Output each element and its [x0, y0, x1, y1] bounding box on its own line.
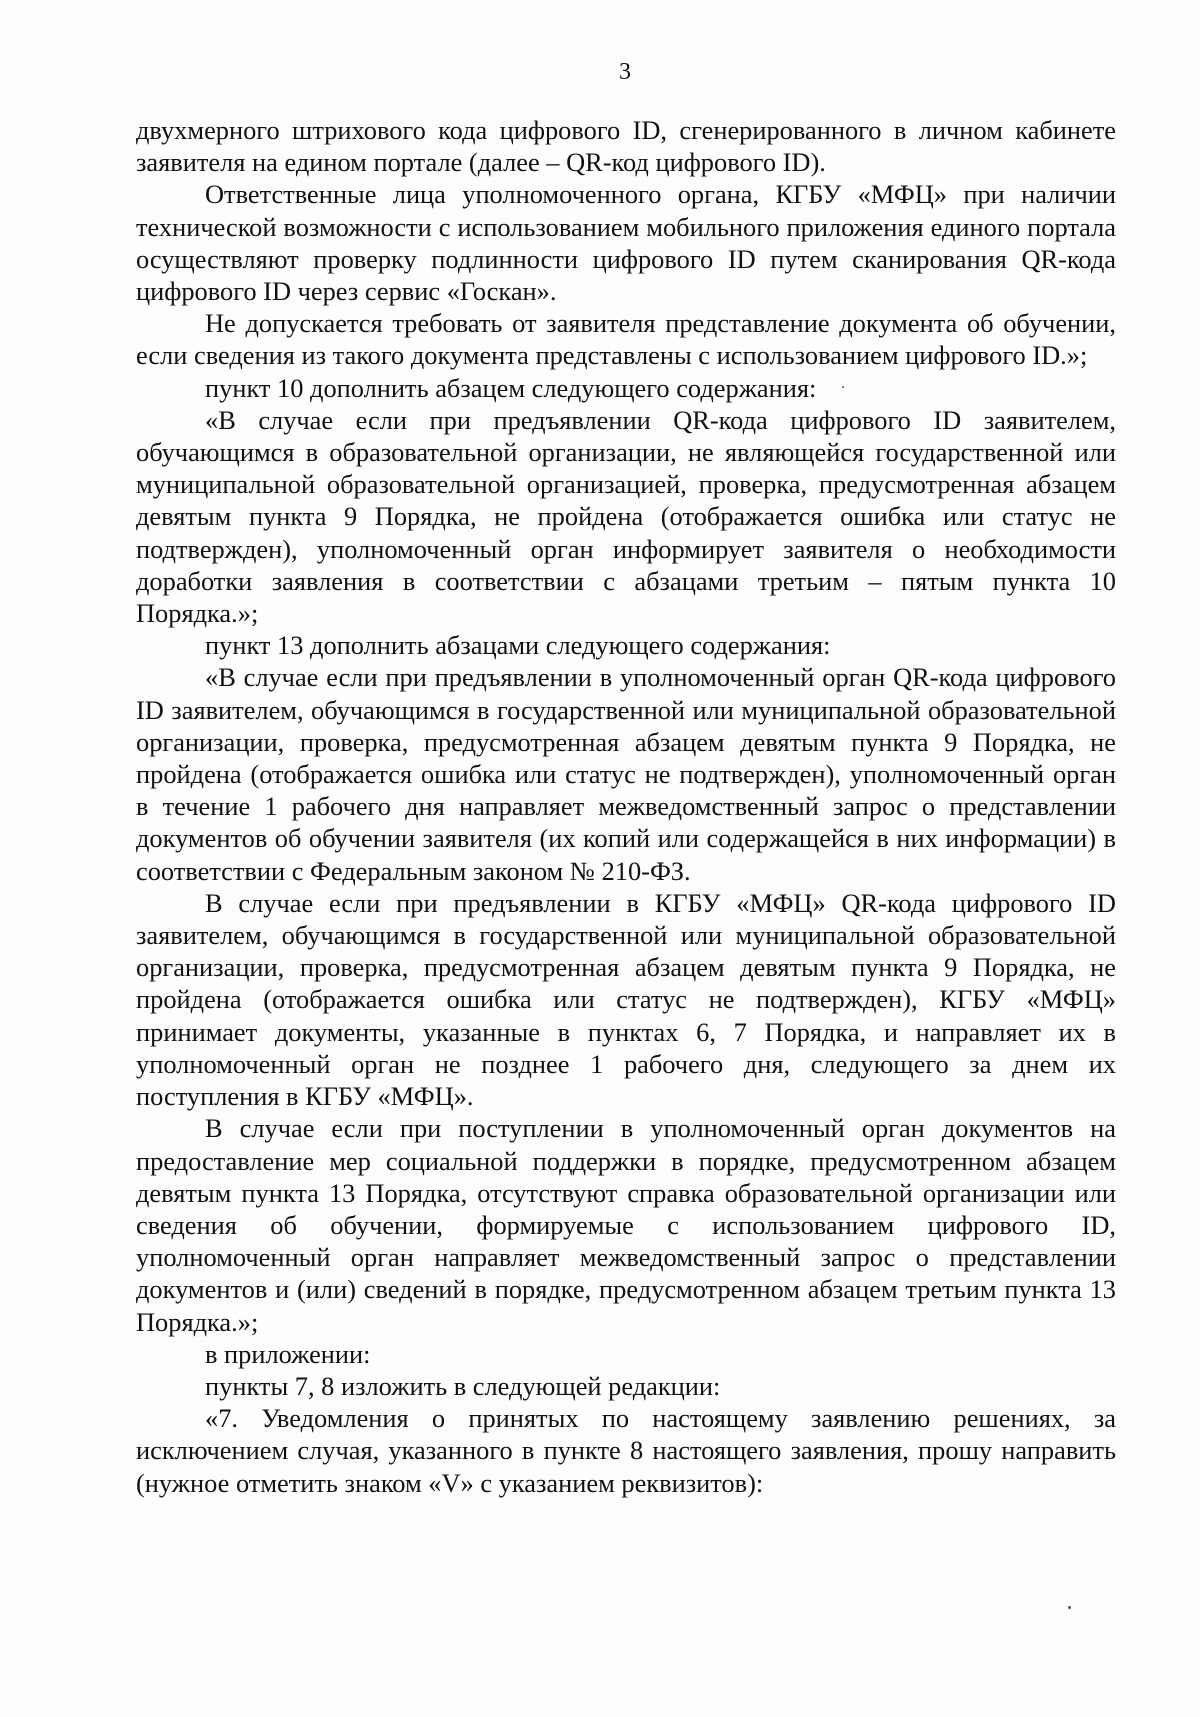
paragraph-item-13-amendment: пункт 13 дополнить абзацами следующего содержания: — [205, 630, 831, 661]
paragraph-item-10-text: «В случае если при предъявлении QR-кода цифрового ID заявителем, обучающимся в образовательной организации, не являющейся государственной или муниципальной образовательной организацией, проверка, предусмотренная абзацем девятым пункта 9 Порядка, не пройдена (отображается ошибка или статус не подтвержден), уполномоченный орган информирует заявителя о необходимости доработки заявления в соответствии с абзацами третьим – пятым пункта 10 Порядка.»; — [136, 404, 1116, 629]
scan-speck — [1068, 1606, 1071, 1609]
paragraph-not-allowed-require: Не допускается требовать от заявителя представление документа об обучении, если сведения из такого документа представлены с использованием цифрового ID.»; — [136, 308, 1116, 371]
paragraph-appendix: в приложении: — [205, 1338, 371, 1369]
paragraph-item-13-text-3: В случае если при поступлении в уполномоченный орган документов на предоставление мер социальной поддержки в порядке, предусмотренном абзацем девятым пункта 13 Порядка, отсутствуют справка образовательной организации или сведения об обучении, формируемые с использованием цифрового ID, уполномоченный орган направляет межведомственный запрос о представлении документов и (или) сведений в порядке, предусмотренном абзацем третьим пункта 13 Порядка.»; — [136, 1113, 1116, 1337]
paragraph-continuation-qr-code: двухмерного штрихового кода цифрового ID, сгенерированного в личном кабинете заявителя на едином портале (далее – QR-код цифрового ID). — [136, 115, 1116, 178]
document-body — [136, 114, 1116, 1499]
paragraph-item-10-amendment: пункт 10 дополнить абзацем следующего содержания: — [205, 372, 817, 403]
paragraph-item-7-text: «7. Уведомления о принятых по настоящему заявлению решениях, за исключением случая, указанного в пункте 8 настоящего заявления, прошу направить (нужное отметить знаком «V» с указанием реквизитов): — [136, 1403, 1116, 1498]
paragraph-item-13-text-1: «В случае если при предъявлении в уполномоченный орган QR-кода цифрового ID заявителем, обучающимся в государственной или муниципальной образовательной организации, проверка, предусмотренная абзацем девятым пункта 9 Порядка, не пройдена (отображается ошибка или статус не подтвержден), уполномоченный орган в течение 1 рабочего дня направляет межведомственный запрос о представлении документов об обучении заявителя (их копий или содержащейся в них информации) в соответствии с Федеральным законом № 210-ФЗ. — [136, 662, 1116, 886]
paragraph-item-13-text-2: В случае если при предъявлении в КГБУ «МФЦ» QR-кода цифрового ID заявителем, обучающимся в государственной или муниципальной образовательной организации, проверка, предусмотренная абзацем девятым пункта 9 Порядка, не пройдена (отображается ошибка или статус не подтвержден), КГБУ «МФЦ» принимает документы, указанные в пунктах 6, 7 Порядка, и направляет их в уполномоченный орган не позднее 1 рабочего дня, следующего за днем их поступления в КГБУ «МФЦ». — [136, 887, 1116, 1112]
scan-speck — [842, 386, 844, 388]
paragraph-responsible-persons: Ответственные лица уполномоченного органа, КГБУ «МФЦ» при наличии технической возможности с использованием мобильного приложения единого портала осуществляют проверку подлинности цифрового ID путем сканирования QR-кода цифрового ID через сервис «Госкан». — [136, 179, 1116, 307]
page-number: 3 — [619, 59, 631, 85]
paragraph-items-7-8: пункты 7, 8 изложить в следующей редакции: — [205, 1370, 721, 1401]
